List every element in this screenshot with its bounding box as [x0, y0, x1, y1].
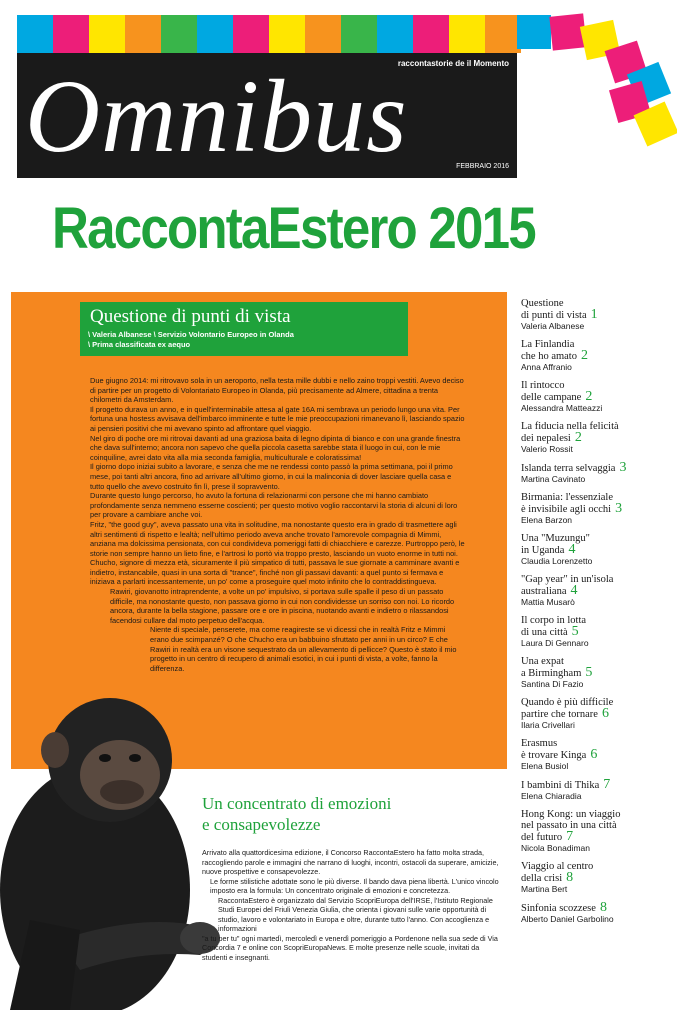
toc-page-number: 3 [615, 501, 623, 516]
strip-square [53, 15, 89, 53]
toc-page-number: 8 [599, 900, 607, 915]
toc-title: Sinfonia scozzese 8 [521, 900, 607, 915]
toc-author: Martina Cavinato [521, 474, 586, 484]
toc-item[interactable] [521, 421, 673, 454]
toc-item[interactable] [521, 861, 673, 894]
toc-title: Il corpo in lotta di una città 5 [521, 615, 587, 639]
tile [517, 15, 551, 49]
strip-square [233, 15, 269, 53]
toc-page-number: 4 [570, 583, 578, 598]
toc-page-number: 2 [574, 430, 582, 445]
toc-title: Erasmus è trovare Kinga 6 [521, 738, 598, 762]
toc-item[interactable] [521, 574, 673, 607]
toc-page-number: 4 [568, 542, 576, 557]
toc-item[interactable] [521, 656, 673, 689]
toc-page-number: 2 [585, 389, 593, 404]
toc-page-number: 1 [590, 307, 598, 322]
toc-title: Questione di punti di vista 1 [521, 298, 598, 322]
toc-item[interactable] [521, 738, 673, 771]
toc-page-number: 5 [571, 624, 579, 639]
paragraph: Le forme stilistiche adottate sono le più diverse. Il bando dava piena libertà. L'unico vincolo imposto era la formula: Un concentrato originale di emozioni e concretezza. [210, 876, 499, 895]
paragraph: RaccontaEstero è organizzato dal Servizio ScopriEuropa dell'IRSE, l'Istituto Regionale Studi Europei del Friuli Venezia Giulia, che orienta i giovani sulle varie opportunità di studio, lavoro e volontariato in Europa e oltre, durante tutto l'anno. Con accoglienza e informazioni [218, 895, 493, 933]
table-of-contents [521, 298, 673, 932]
toc-item[interactable] [521, 462, 673, 484]
toc-item[interactable] [521, 533, 673, 566]
toc-item[interactable] [521, 697, 673, 730]
paragraph: Durante questo lungo percorso, ho avuto la fortuna di relazionarmi con persone che mi hanno cambiato profondamente senza nemmeno esserne coscienti; per questo motivo voglio raccontarvi la storia di alcuni di loro per provare a cambiare anche voi. [90, 491, 458, 520]
toc-item[interactable] [521, 809, 673, 853]
article-title: Questione di punti di vista [90, 306, 291, 327]
strip-square [305, 15, 341, 53]
paragraph: Due giugno 2014: mi ritrovavo sola in un aeroporto, nella testa mille dubbi e nello zaino troppi vestiti. Avevo deciso di partire per un progetto di Volontariato Europeo in Olanda, più precisamente ad Almere, cittadina a trenta chilometri da Amsterdam. [90, 376, 464, 405]
toc-page-number: 3 [619, 460, 627, 475]
toc-author: Ilaria Crivellari [521, 720, 575, 730]
masthead-tagline: raccontastorie de il Momento [397, 59, 509, 68]
toc-title: Hong Kong: un viaggio nel passato in una città del futuro 7 [521, 809, 621, 844]
paragraph: Nel giro di poche ore mi ritrovai davanti ad una graziosa baita di legno dipinta di bianco e con una grande finestra che dava sull'interno; ancora non sapevo che quella piccola casetta sarebbe stata il luogo in cui, con le mie coinquiline, avrei dato vita alla mia seconda famiglia, multiculturale e coloratissima! [90, 433, 461, 462]
paragraph: Fritz, "the good guy", aveva passato una vita in solitudine, ma nonostante questo era in grado di trasmettere agli altri sentimenti di rispetto e lealtà; nell'ultimo periodo aveva anche trovato l'amorevole compagnia di Mimmi, anziana ma dolcissima pensionata, con cui condivideva pomeriggi fatti di chiacchiere e carezze. Purtroppo però, le storie non sempre hanno un lieto fine, e l'artrosi lo portò via troppo presto, lasciando un vuoto enorme in tutti noi. [90, 519, 465, 558]
toc-title: Islanda terra selvaggia 3 [521, 460, 627, 475]
chimpanzee-photo [0, 680, 225, 1010]
toc-title: La Finlandia che ho amato 2 [521, 339, 588, 363]
toc-page-number: 7 [566, 829, 574, 844]
toc-title: Una "Muzungu" in Uganda 4 [521, 533, 590, 557]
toc-item[interactable] [521, 339, 673, 372]
toc-author: Elena Barzon [521, 515, 573, 525]
toc-page-number: 7 [603, 777, 611, 792]
paragraph: Il giorno dopo iniziai subito a lavorare, e senza che me ne rendessi conto passò la prima settimana, poi il primo mese, poi tanti altri ancora, fino ad arrivare all'ultimo giorno, in cui la malinconia di dover lasciare quella casa e tutto quello che avevo costruito fin lì, prese il sopravvento. [90, 462, 453, 491]
decorative-tiles [517, 15, 677, 145]
toc-author: Elena Busiol [521, 761, 569, 771]
strip-square [17, 15, 53, 53]
toc-author: Valerio Rossit [521, 444, 573, 454]
toc-author: Claudia Lorenzetto [521, 556, 593, 566]
article-byline [88, 330, 294, 350]
paragraph: Niente di speciale, penserete, ma come reagireste se vi dicessi che in realtà Fritz e Mimmi erano due scimpanzé? O che Chucho era un babbuino sfruttato per anni in un circo? E che Rawiri in realtà era un visone sequestrato da un allevamento di pellicce? Questo è stato il mio progetto in un centro di recupero di animali esotici, in cui i punti di vista, a volte, fanno la differenza. [150, 625, 457, 673]
toc-title: "Gap year" in un'isola australiana 4 [521, 574, 614, 598]
byline-line: \ Valeria Albanese \ Servizio Volontario Europeo in Olanda [88, 330, 294, 339]
strip-square [89, 15, 125, 53]
toc-title: Il rintocco delle campane 2 [521, 380, 593, 404]
paragraph: Il progetto durava un anno, e in quell'interminabile attesa al gate 16A mi sembrava un periodo lungo una vita. Per fortuna una hostess avvisava dell'imbarco imminente e tutte le mie preoccupazioni rimanevano lì, lasciando spazio ai pensieri positivi che mi avevano spinto ad affrontare quel viaggio. [90, 404, 465, 433]
toc-author: Mattia Musarò [521, 597, 575, 607]
strip-square [449, 15, 485, 53]
toc-author: Santina Di Fazio [521, 679, 584, 689]
toc-title: Viaggio al centro della crisi 8 [521, 861, 594, 885]
color-strip [17, 15, 521, 53]
paragraph: Rawiri, giovanotto intraprendente, a volte un po' impulsivo, si portava sulle spalle il peso di un passato difficile, ma nonostante questo, non passava giorno in cui non condividesse un sorriso con noi. Lo ricordo ancora, durante la bella stagione, passare ore e ore in piscina, nuotando avanti e indietro o rilassandosi facendosi cullare dal moto perpetuo dell'acqua. [110, 587, 455, 625]
toc-author: Laura Di Gennaro [521, 638, 589, 648]
toc-item[interactable] [521, 615, 673, 648]
toc-item[interactable] [521, 298, 673, 331]
masthead [17, 53, 517, 178]
strip-square [125, 15, 161, 53]
title-line: e consapevolezze [202, 815, 321, 834]
toc-title: La fiducia nella felicità dei nepalesi 2 [521, 421, 619, 445]
strip-square [413, 15, 449, 53]
issue-date: FEBBRAIO 2016 [456, 163, 509, 170]
toc-author: Alberto Daniel Garbolino [521, 914, 614, 924]
toc-author: Nicola Bonadiman [521, 843, 590, 853]
strip-square [197, 15, 233, 53]
toc-item[interactable] [521, 779, 673, 801]
paragraph: Chucho, signore di mezza età, sicuramente il più simpatico di tutti, passava le sue giornate a camminare avanti e indietro, instancabile, quasi in una sorta di "trance", finché non gli passavi davanti: a quel punto si fermava e iniziava a parlarti incessantemente, un po' come a proseguire quel moto infinito che lo contraddistingueva. [90, 558, 460, 587]
toc-author: Alessandra Matteazzi [521, 403, 603, 413]
toc-item[interactable] [521, 380, 673, 413]
paragraph: "a tu per tu" ogni martedì, mercoledì e venerdì pomeriggio a Pordenone nella sua sede di Via Concordia 7 e online con ScopriEuropaNews. E molte presenze nelle scuole, invitati da studenti e insegnanti. [202, 933, 498, 962]
strip-square [485, 15, 521, 53]
toc-author: Valeria Albanese [521, 321, 585, 331]
section2-body [202, 848, 500, 962]
section2-title [202, 793, 391, 835]
toc-page-number: 6 [601, 706, 609, 721]
toc-item[interactable] [521, 902, 673, 924]
toc-author: Anna Affranio [521, 362, 572, 372]
toc-page-number: 2 [580, 348, 588, 363]
toc-author: Martina Bert [521, 884, 568, 894]
page-title: RaccontaEstero 2015 [52, 196, 535, 261]
toc-page-number: 8 [566, 870, 574, 885]
toc-item[interactable] [521, 492, 673, 525]
byline-line: \ Prima classificata ex aequo [88, 340, 191, 349]
article-body [90, 376, 466, 673]
strip-square [161, 15, 197, 53]
toc-title: I bambini di Thika 7 [521, 777, 611, 792]
toc-page-number: 6 [590, 747, 598, 762]
toc-page-number: 5 [585, 665, 593, 680]
toc-author: Elena Chiaradia [521, 791, 582, 801]
strip-square [377, 15, 413, 53]
toc-title: Birmania: l'essenziale è invisibile agli occhi 3 [521, 492, 623, 516]
omnibus-logo: Omnibus [25, 59, 408, 174]
toc-title: Quando è più difficile partire che tornare 6 [521, 697, 614, 721]
strip-square [269, 15, 305, 53]
strip-square [341, 15, 377, 53]
paragraph: Arrivato alla quattordicesima edizione, il Concorso RaccontaEstero ha fatto molta strada, raccogliendo parole e immagini che narrano di luoghi, incontri, ostacoli da superare, amicizie, nuove prospettive e consapevolezze. [202, 848, 499, 876]
toc-title: Una expat a Birmingham 5 [521, 656, 593, 680]
title-line: Un concentrato di emozioni [202, 794, 392, 813]
